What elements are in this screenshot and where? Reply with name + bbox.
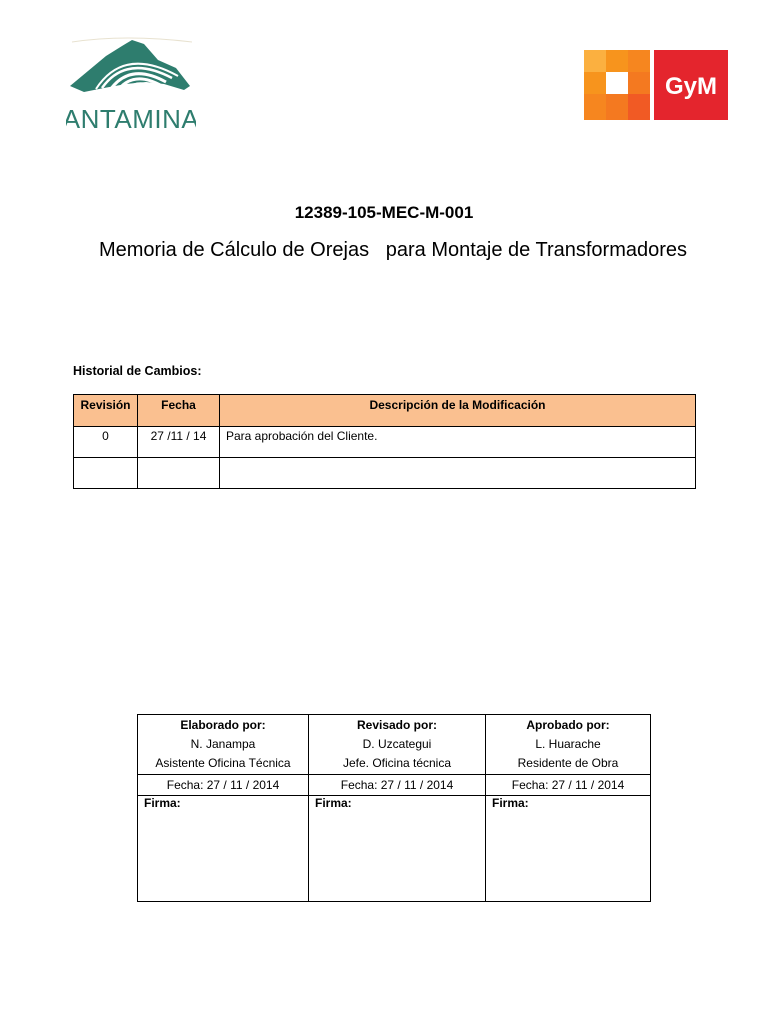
approval-table bbox=[137, 714, 651, 902]
table-row bbox=[74, 458, 696, 489]
prepared-by-cell bbox=[138, 715, 309, 775]
cell-revision: 0 bbox=[74, 427, 138, 458]
cell-date bbox=[138, 458, 220, 489]
prepared-by-name: N. Janampa bbox=[190, 737, 256, 751]
table-row bbox=[74, 427, 696, 458]
prepared-by-position: Asistente Oficina Técnica bbox=[155, 756, 291, 770]
cell-revision bbox=[74, 458, 138, 489]
reviewed-by-name: D. Uzcategui bbox=[362, 737, 432, 751]
reviewed-by-position: Jefe. Oficina técnica bbox=[342, 756, 452, 770]
table-header-row bbox=[74, 395, 696, 427]
reviewed-date: Fecha: 27 / 11 / 2014 bbox=[309, 775, 486, 796]
document-title: Memoria de Cálculo de Orejas para Montaje de Transformadores bbox=[98, 239, 688, 261]
approved-by-name: L. Huarache bbox=[535, 737, 601, 751]
reviewed-by-label: Revisado por: bbox=[356, 718, 437, 732]
column-header-revision: Revisión bbox=[74, 395, 138, 427]
cell-date: 27 /11 / 14 bbox=[138, 427, 220, 458]
approval-header-row bbox=[138, 715, 651, 775]
approved-date: Fecha: 27 / 11 / 2014 bbox=[486, 775, 651, 796]
reviewed-by-cell bbox=[309, 715, 486, 775]
prepared-signature-field: Firma: bbox=[138, 796, 309, 902]
prepared-by-label: Elaborado por: bbox=[180, 718, 266, 732]
approval-date-row bbox=[138, 775, 651, 796]
reviewed-signature-field: Firma: bbox=[309, 796, 486, 902]
gym-logo bbox=[582, 48, 730, 122]
approved-by-position: Residente de Obra bbox=[517, 756, 619, 770]
approval-signature-row bbox=[138, 796, 651, 902]
column-header-date: Fecha bbox=[138, 395, 220, 427]
cell-description: Para aprobación del Cliente. bbox=[220, 427, 696, 458]
gym-wordmark: GyM bbox=[664, 73, 718, 100]
approved-signature-field: Firma: bbox=[486, 796, 651, 902]
prepared-date: Fecha: 27 / 11 / 2014 bbox=[138, 775, 309, 796]
cell-description bbox=[220, 458, 696, 489]
antamina-wordmark: ANTAMINA bbox=[66, 104, 196, 134]
column-header-description: Descripción de la Modificación bbox=[220, 395, 696, 427]
history-heading: Historial de Cambios: bbox=[73, 364, 202, 378]
document-code: 12389-105-MEC-M-001 bbox=[294, 203, 474, 222]
approved-by-label: Aprobado por: bbox=[526, 718, 610, 732]
antamina-logo bbox=[66, 34, 196, 138]
history-table bbox=[73, 394, 696, 489]
approved-by-cell bbox=[486, 715, 651, 775]
